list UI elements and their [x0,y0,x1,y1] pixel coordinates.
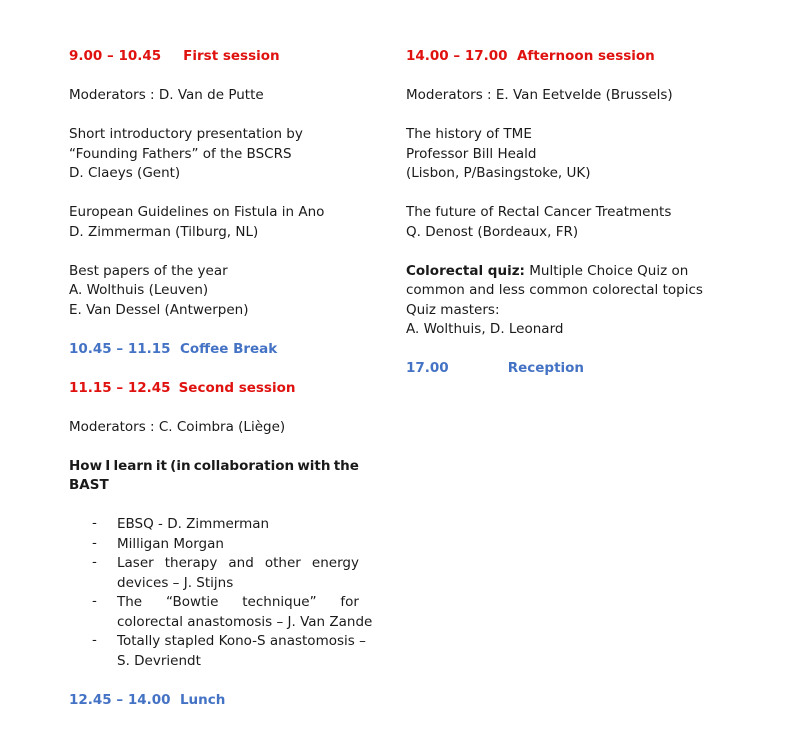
reception-time: 17.00 [406,360,449,376]
talk-4-line-2: colorectal anastomosis – J. Van Zande [117,613,373,630]
first-session-title: First session [183,48,280,64]
word: collaboration [193,457,295,474]
left-column [69,47,373,710]
lunch: 12.45 – 14.00 Lunch [69,691,226,708]
intro-line-2: “Founding Fathers” of the BSCRS [69,145,292,162]
list-dash: - [92,593,97,609]
quiz-line-4: A. Wolthuis, D. Leonard [406,321,564,337]
word: Laser [117,555,154,571]
word: learn [113,457,153,474]
word: (in [170,457,191,474]
how-i-learn-line-2: BAST [69,477,109,493]
talk-3-line-2: devices – J. Stijns [117,574,234,591]
talks-list [69,515,373,671]
word: the [333,457,359,474]
list-dash: - [92,515,97,531]
first-session-time: 9.00 – 10.45 [69,48,162,64]
list-item [69,593,373,632]
list-item [69,535,359,555]
intro-line-1: Short introductory presentation by [69,126,303,142]
list-item [69,554,359,593]
word: other [264,555,301,571]
best-papers-line-1: Best papers of the year [69,262,228,279]
talk-5-line-1: Totally stapled Kono-S anastomosis – [117,633,366,649]
list-dash: - [92,554,97,570]
quiz-line-1 [406,262,706,282]
talk-4-line-1 [117,593,359,613]
future-line-2: Q. Denost (Bordeaux, FR) [406,223,579,240]
word: I [105,457,111,474]
second-session-heading [69,379,359,399]
guidelines-line-1: European Guidelines on Fistula in Ano [69,204,325,220]
coffee-break: 10.45 – 11.15 Coffee Break [69,340,278,357]
list-dash: - [92,632,97,648]
tme-line-1: The history of TME [406,126,532,142]
guidelines-line-2: D. Zimmerman (Tilburg, NL) [69,223,259,240]
reception-title: Reception [507,360,585,376]
afternoon-moderators: Moderators : E. Van Eetvelde (Brussels) [406,87,673,103]
quiz-description: Multiple Choice Quiz on [524,262,689,279]
quiz-label: Colorectal quiz: [406,262,525,279]
word: “Bowtie [165,594,219,610]
word: energy [311,555,359,571]
word: How [69,457,103,474]
word: it [155,457,167,474]
tme-line-2: Professor Bill Heald [406,145,537,162]
first-session-heading [69,47,359,67]
list-item [69,632,366,671]
word: for [340,594,359,610]
word: and [228,555,254,571]
word: with [297,457,331,474]
future-line-1: The future of Rectal Cancer Treatments [406,204,672,220]
quiz-line-2: common and less common colorectal topics [406,282,703,298]
right-column [406,47,706,379]
best-papers-line-3: E. Van Dessel (Antwerpen) [69,301,249,318]
how-i-learn-line-1 [69,457,359,477]
talk-5-line-2: S. Devriendt [117,652,201,669]
word: technique” [242,594,317,610]
reception-heading [406,359,706,379]
talk-2: Milligan Morgan [117,535,224,552]
word: The [117,594,143,610]
afternoon-session-heading: 14.00 – 17.00 Afternoon session [406,48,655,64]
list-item [69,515,359,535]
quiz-line-3: Quiz masters: [406,301,500,318]
intro-line-3: D. Claeys (Gent) [69,165,181,181]
first-session-moderators: Moderators : D. Van de Putte [69,87,264,103]
tme-line-3: (Lisbon, P/Basingstoke, UK) [406,165,591,181]
word: therapy [164,555,218,571]
second-session-moderators: Moderators : C. Coimbra (Liège) [69,418,286,435]
second-session-title: Second session [178,379,296,396]
list-dash: - [92,534,97,551]
second-session-time: 11.15 – 12.45 [69,379,171,396]
best-papers-line-2: A. Wolthuis (Leuven) [69,282,209,298]
talk-1: EBSQ - D. Zimmerman [117,516,270,532]
talk-3-line-1 [117,554,359,574]
